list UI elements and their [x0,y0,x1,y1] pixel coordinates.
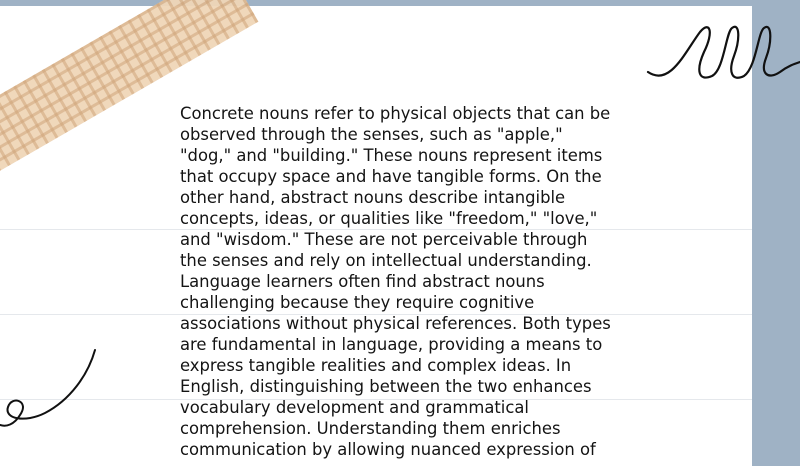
paragraph-text: Concrete nouns refer to physical objects that can be observed through the senses, such as "apple," "dog," and "building." These nouns represent items that occupy space and have tangible forms. On the other hand, abstract nouns describe intangible concepts, ideas, or qualities like "freedom," "love," and "wisdom." These are not perceivable through the senses and rely on intellectual understanding. Language learners often find abstract nouns challenging because they require cognitive associations without physical references. Both types are fundamental in language, providing a means to express tangible realities and complex ideas. In English, distinguishing between the two enhances vocabulary development and grammatical comprehension. Understanding them enriches communication by allowing nuanced expression of [180,104,611,459]
swirl-doodle-icon [0,345,110,435]
loop-doodle-icon [640,12,800,92]
